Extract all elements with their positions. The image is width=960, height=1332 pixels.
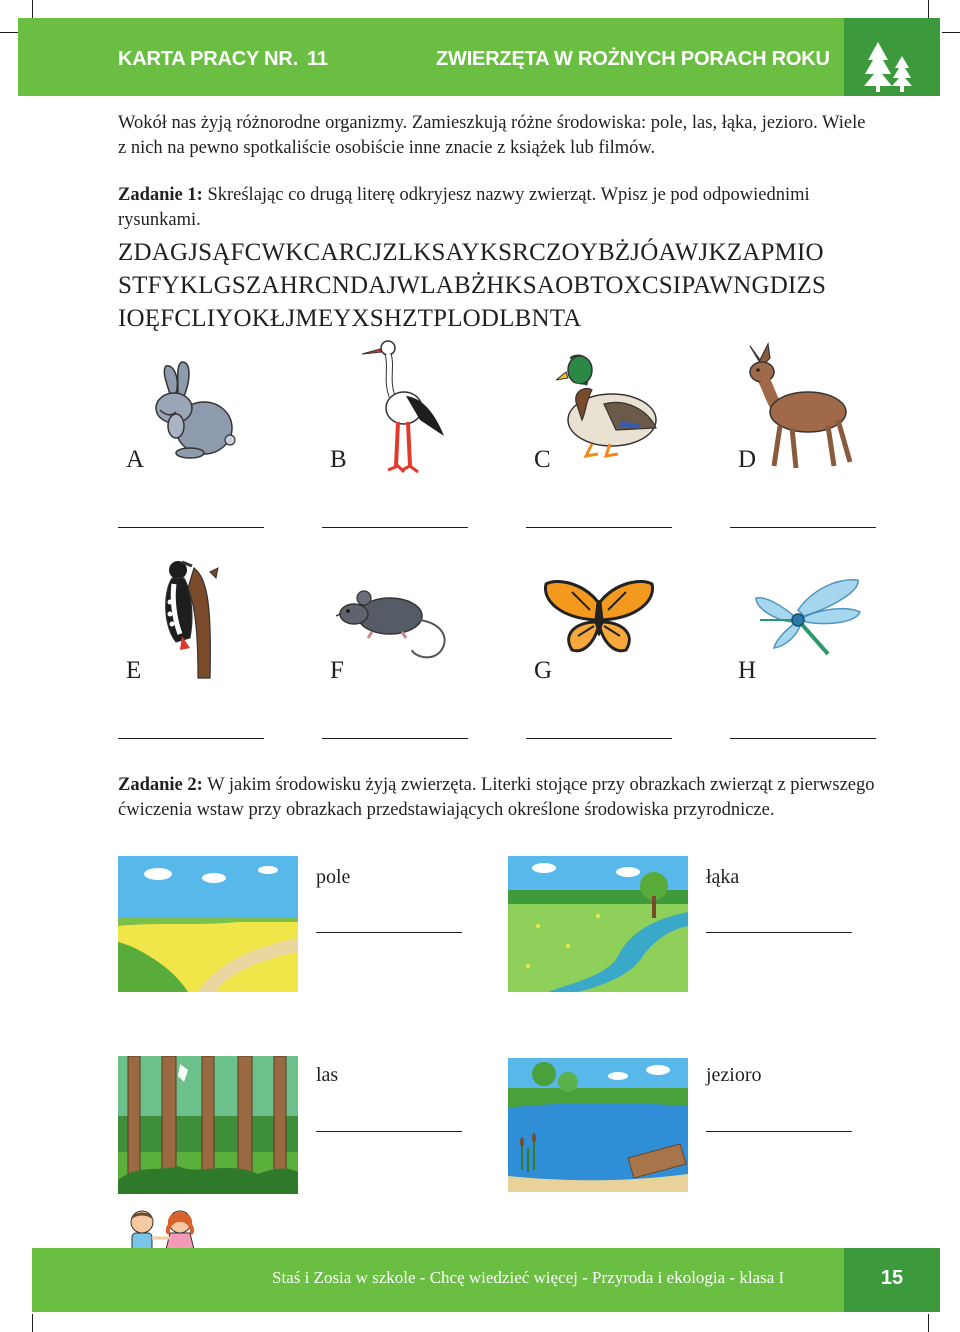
crop-mark <box>942 32 960 33</box>
env-label-jezioro: jezioro <box>706 1064 762 1086</box>
answer-line[interactable] <box>706 1131 852 1132</box>
animal-letter-h: H <box>738 657 757 684</box>
intro-paragraph: Wokół nas żyją różnorodne organizmy. Zamieszkują różne środowiska: pole, las, łąka, jezioro. Wiele z nich na pewno spotkaliście osobiście inne znacie z książek lub filmów. <box>118 113 866 158</box>
animal-letter-f: F <box>330 657 344 684</box>
task1-label: Zadanie 1: <box>118 185 203 205</box>
task1-text: Skreślając co drugą literę odkryjesz nazwy zwierząt. Wpisz je pod odpowiednimi rysunkami. <box>118 185 810 230</box>
crop-mark <box>32 1314 33 1332</box>
task1-instruction <box>118 183 878 233</box>
answer-line[interactable] <box>316 932 462 933</box>
stork-icon <box>358 336 448 482</box>
letter-code-line: STFYKLGSZAHRCNDAJWLABŻHKSAOBTOXCSIPAWNGDIZS <box>118 272 827 299</box>
env-label-pole: pole <box>316 866 351 888</box>
dragonfly-icon <box>752 576 864 658</box>
animal-letter-c: C <box>534 446 551 473</box>
footer-text: Staś i Zosia w szkole - Chcę wiedzieć więcej - Przyroda i ekologia - klasa I <box>272 1268 785 1287</box>
card-label: KARTA PRACY NR. <box>118 48 298 70</box>
answer-line[interactable] <box>706 932 852 933</box>
page-number: 15 <box>880 1267 904 1289</box>
task2-instruction <box>118 773 878 823</box>
roe-deer-icon <box>742 342 858 474</box>
answer-line[interactable] <box>316 1131 462 1132</box>
duck-icon <box>556 350 660 462</box>
hare-icon <box>146 360 236 460</box>
answer-line[interactable] <box>322 527 468 528</box>
letter-code-line: ZDAGJSĄFCWKCARCJZLKSAYKSRCZOYBŻJÓAWJKZAPMIO <box>118 239 824 266</box>
answer-line[interactable] <box>526 738 672 739</box>
animal-letter-e: E <box>126 657 142 684</box>
forest-scene <box>118 1056 298 1194</box>
footer-bar <box>32 1248 940 1312</box>
crop-mark <box>928 1314 929 1332</box>
crop-mark <box>928 0 929 18</box>
answer-line[interactable] <box>730 527 876 528</box>
field-scene <box>118 856 298 992</box>
header-bar <box>18 18 940 96</box>
task2-label: Zadanie 2: <box>118 775 203 795</box>
crop-mark <box>32 0 33 18</box>
answer-line[interactable] <box>730 738 876 739</box>
answer-line[interactable] <box>118 738 264 739</box>
woodpecker-icon <box>158 558 224 682</box>
animal-letter-d: D <box>738 446 757 473</box>
header-icon-box <box>844 18 940 96</box>
letter-code-line: IOĘFCLIYOKŁJMEYXSHZTPLODLBNTA <box>118 305 582 332</box>
mouse-icon <box>336 590 452 662</box>
answer-line[interactable] <box>322 738 468 739</box>
animal-letter-a: A <box>126 446 145 473</box>
page-title: ZWIERZĘTA W ROŻNYCH PORACH ROKU <box>436 48 830 70</box>
page-number-box <box>844 1248 940 1312</box>
answer-line[interactable] <box>526 527 672 528</box>
env-label-laka: łąka <box>706 866 740 888</box>
meadow-scene <box>508 856 688 992</box>
task2-text: W jakim środowisku żyją zwierzęta. Literki stojące przy obrazkach zwierząt z pierwszego ćwiczenia wstaw przy obrazkach przedstawiających określone środowiska przyrodnicze. <box>118 775 875 820</box>
trees-icon <box>844 18 940 96</box>
env-label-las: las <box>316 1064 339 1086</box>
lake-scene <box>508 1058 688 1192</box>
crop-mark <box>0 32 18 33</box>
butterfly-icon <box>542 578 656 658</box>
answer-line[interactable] <box>118 527 264 528</box>
animal-letter-g: G <box>534 657 553 684</box>
card-number: 11 <box>307 48 328 70</box>
animal-letter-b: B <box>330 446 347 473</box>
